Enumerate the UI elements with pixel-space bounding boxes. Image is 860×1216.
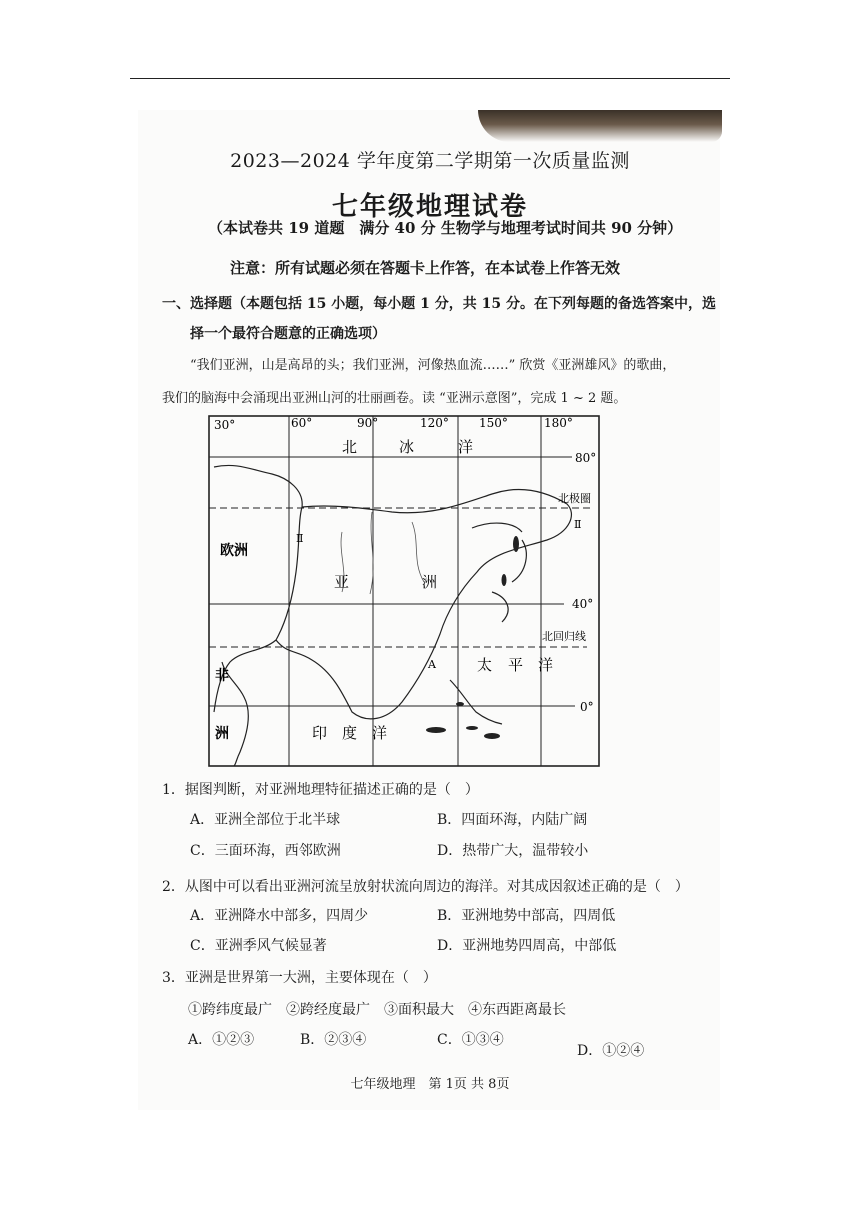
rivers xyxy=(341,512,424,594)
dashed-parallels xyxy=(209,508,592,647)
pacific-label-2: 平 xyxy=(508,656,524,674)
question-3-option-a: A．①②③ xyxy=(188,1032,255,1048)
paper-corner-shadow xyxy=(478,110,722,142)
lat-0: 0° xyxy=(580,700,594,714)
marker-ii-left: Ⅱ xyxy=(296,532,304,545)
lon-180: 180° xyxy=(544,416,573,430)
section-heading: 一、选择题（本题包括 15 小题，每小题 1 分，共 15 分。在下列每题的备选答案中，选 xyxy=(162,296,716,312)
indian-ocean-label-3: 洋 xyxy=(372,724,388,742)
question-1-option-c: C．三面环海，西邻欧洲 xyxy=(190,843,341,859)
intro-text: “我们亚洲，山是高昂的头；我们亚洲，河像热血流……” 欣赏《亚洲雄风》的歌曲， xyxy=(190,358,676,373)
marker-ii-right: Ⅱ xyxy=(574,518,582,531)
question-2-option-d: D．亚洲地势四周高，中部低 xyxy=(437,938,617,954)
arctic-ocean-label-1: 北 xyxy=(342,438,358,456)
question-3-option-c: C．①③④ xyxy=(437,1032,504,1048)
question-1-stem: 1．据图判断，对亚洲地理特征描述正确的是（ ） xyxy=(162,782,479,798)
indian-ocean-label-1: 印 xyxy=(312,724,328,742)
lon-30: 30° xyxy=(214,418,236,432)
lon-60: 60° xyxy=(291,416,313,430)
section-heading-cont: 择一个最符合题意的正确选项） xyxy=(190,326,386,342)
meridian-lines xyxy=(289,416,541,766)
question-1-option-a: A．亚洲全部位于北半球 xyxy=(190,812,341,828)
marker-a: A xyxy=(428,658,436,671)
africa-label-1: 非 xyxy=(215,668,229,684)
asia-label-1: 亚 xyxy=(334,573,350,591)
exam-notice: 注意：所有试题必须在答题卡上作答，在本试卷上作答无效 xyxy=(230,259,621,277)
asia-map xyxy=(192,412,610,772)
page-footer: 七年级地理 第 1页 共 8页 xyxy=(350,1077,510,1092)
question-1-option-b: B．四面环海，内陆广阔 xyxy=(437,812,588,828)
question-3-statements: ①跨纬度最广 ②跨经度最广 ③面积最大 ④东西距离最长 xyxy=(188,1002,566,1018)
question-3-stem: 3．亚洲是世界第一大洲，主要体现在（ ） xyxy=(162,970,437,986)
lat-tropic-cancer: 北回归线 xyxy=(542,630,586,643)
arctic-ocean-label-3: 洋 xyxy=(458,438,474,456)
africa-label-2: 洲 xyxy=(215,726,229,742)
coastlines xyxy=(214,465,571,766)
intro-text-cont: 我们的脑海中会涌现出亚洲山河的壮丽画卷。读 “亚洲示意图”，完成 1 ~ 2 题。 xyxy=(162,391,627,406)
question-3-option-b: B．②③④ xyxy=(300,1032,367,1048)
lon-120: 120° xyxy=(420,416,449,430)
pacific-label-3: 洋 xyxy=(538,656,554,674)
lat-80: 80° xyxy=(575,451,597,465)
question-1-option-d: D．热带广大，温带较小 xyxy=(437,843,589,859)
question-2-option-a: A．亚洲降水中部多，四周少 xyxy=(190,908,369,924)
indian-ocean-label-2: 度 xyxy=(342,724,358,742)
asia-label-2: 洲 xyxy=(422,573,438,591)
pacific-label-1: 太 xyxy=(477,656,493,674)
lon-90: 90° xyxy=(357,416,379,430)
question-2-option-b: B．亚洲地势中部高，四周低 xyxy=(437,908,616,924)
question-2-stem: 2．从图中可以看出亚洲河流呈放射状流向周边的海洋。对其成因叙述正确的是（ ） xyxy=(162,879,689,895)
europe-label: 欧洲 xyxy=(220,543,248,559)
exam-info: （本试卷共 19 道题 满分 40 分 生物学与地理考试时间共 90 分钟） xyxy=(208,219,683,237)
subject-title: 七年级地理试卷 xyxy=(331,192,528,222)
lat-arctic-circle: 北极圈 xyxy=(558,492,591,505)
arctic-ocean-label-2: 冰 xyxy=(399,438,415,456)
lon-150: 150° xyxy=(479,416,508,430)
question-2-option-c: C．亚洲季风气候显著 xyxy=(190,938,327,954)
exam-title: 2023—2024 学年度第二学期第一次质量监测 xyxy=(230,150,630,172)
question-3-option-d: D．①②④ xyxy=(577,1043,645,1059)
lat-40: 40° xyxy=(572,597,594,611)
top-rule xyxy=(130,78,730,79)
